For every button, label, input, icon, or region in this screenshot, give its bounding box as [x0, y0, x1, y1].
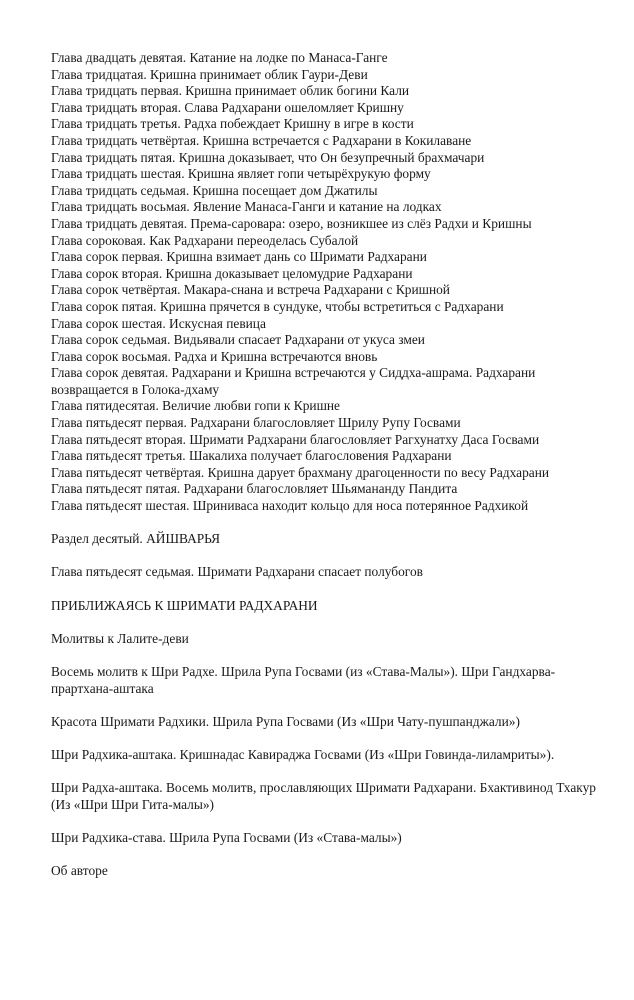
spacer: [51, 581, 611, 598]
toc-line[interactable]: Глава пятьдесят седьмая. Шримати Радхарани спасает полубогов: [51, 564, 423, 580]
toc-line[interactable]: Глава сорок седьмая. Видьявали спасает Радхарани от укуса змеи: [51, 332, 425, 348]
toc-line[interactable]: Глава двадцать девятая. Катание на лодке по Манаса-Ганге: [51, 50, 388, 65]
toc-line[interactable]: Глава сорок пятая. Кришна прячется в сундуке, чтобы встретиться с Радхарани: [51, 298, 504, 314]
spacer: [51, 813, 611, 830]
toc-line[interactable]: Восемь молитв к Шри Радхе. Шрила Рупа Госвами (из «Става-Малы»). Шри Гандхарва-пpартхана-аштака: [51, 663, 556, 696]
spacer: [51, 548, 611, 565]
toc-line[interactable]: Глава тридцать восьмая. Явление Манаса-Ганги и катание на лодках: [51, 199, 442, 215]
spacer: [51, 847, 611, 864]
toc-line[interactable]: Шри Радха-аштака. Восемь молитв, прославляющих Шримати Радхарани. Бхактивинод Тхакур (Из «Шри Шри Гита-малы»): [51, 780, 596, 812]
toc-line[interactable]: Глава тридцать вторая. Слава Радхарани ошеломляет Кришну: [51, 99, 404, 115]
toc-line[interactable]: Глава тридцать третья. Радха побеждает Кришну в игре в кости: [51, 116, 414, 132]
about-author-link[interactable]: Об авторе: [51, 863, 108, 879]
toc-chapter-list: [51, 50, 611, 515]
toc-line[interactable]: Глава сорок шестая. Искусная певица: [51, 315, 266, 331]
toc-line[interactable]: Шри Радхика-става. Шрила Рупа Госвами (Из «Става-малы»): [51, 829, 402, 845]
toc-line[interactable]: Глава сорок первая. Кришна взимает дань со Шримати Радхарани: [51, 249, 427, 265]
toc-line[interactable]: Глава сорок вторая. Кришна доказывает целомудрие Радхарани: [51, 265, 413, 281]
part-heading[interactable]: ПРИБЛИЖАЯСЬ К ШРИМАТИ РАДХАРАНИ: [51, 597, 318, 613]
spacer: [51, 647, 611, 664]
document-page: [51, 50, 611, 880]
toc-line[interactable]: Глава сорок четвёртая. Макара-снана и встреча Радхарани с Кришной: [51, 282, 450, 298]
spacer: [51, 515, 611, 532]
toc-line[interactable]: Глава тридцать шестая. Кришна являет гопи четырёхрукую форму: [51, 166, 431, 182]
toc-line[interactable]: Глава пятьдесят первая. Радхарани благословляет Шрилу Рупу Госвами: [51, 415, 461, 431]
toc-line[interactable]: Глава тридцатая. Кришна принимает облик Гаури-Деви: [51, 66, 368, 82]
toc-line[interactable]: Глава тридцать первая. Кришна принимает облик богини Кали: [51, 83, 410, 99]
section-heading[interactable]: Раздел десятый. АЙШВАРЬЯ: [51, 531, 221, 547]
toc-line[interactable]: Глава пятьдесят третья. Шакалиха получает благословения Радхарани: [51, 448, 452, 464]
toc-line[interactable]: Шри Радхика-аштака. Кришнадас Кавираджа Госвами (Из «Шри Говинда-лиламриты»).: [51, 746, 555, 762]
toc-line[interactable]: Красота Шримати Радхики. Шрила Рупа Госвами (Из «Шри Чату-пушпанджали»): [51, 713, 520, 729]
toc-line[interactable]: Глава пятьдесят шестая. Шринивасa находит кольцо для носа потерянное Радхикой: [51, 498, 529, 514]
toc-line[interactable]: Глава тридцать седьмая. Кришна посещает дом Джатилы: [51, 182, 378, 198]
spacer: [51, 730, 611, 747]
toc-line[interactable]: Глава сорок восьмая. Радха и Кришна встречаются вновь: [51, 348, 378, 364]
toc-line[interactable]: Глава пятьдесят четвёртая. Кришна дарует брахману драгоценности по весу Радхарани: [51, 464, 550, 480]
toc-line[interactable]: Молитвы к Лалите-деви: [51, 630, 189, 646]
spacer: [51, 614, 611, 631]
spacer: [51, 764, 611, 781]
toc-line[interactable]: Глава пятидесятая. Величие любви гопи к Кришне: [51, 398, 340, 414]
toc-line[interactable]: Глава сороковая. Как Радхарани переоделась Субалой: [51, 232, 359, 248]
toc-line[interactable]: Глава пятьдесят вторая. Шримати Радхарани благословляет Рагхунатху Даса Госвами: [51, 431, 540, 447]
toc-line[interactable]: Глава тридцать четвёртая. Кришна встречается с Радхарани в Кокилаване: [51, 132, 472, 148]
toc-line[interactable]: Глава тридцать пятая. Кришна доказывает, что Он безупречный брахмачари: [51, 149, 485, 165]
toc-line[interactable]: Глава пятьдесят пятая. Радхарани благословляет Шьямананду Пандита: [51, 481, 458, 497]
spacer: [51, 697, 611, 714]
toc-line[interactable]: Глава сорок девятая. Радхарани и Кришна встречаются у Сиддха-ашрама. Радхарани возвращается в Голока-дхаму: [51, 365, 536, 397]
toc-line[interactable]: Глава тридцать девятая. Према-саровара: озеро, возникшее из слёз Радхи и Кришны: [51, 215, 532, 231]
